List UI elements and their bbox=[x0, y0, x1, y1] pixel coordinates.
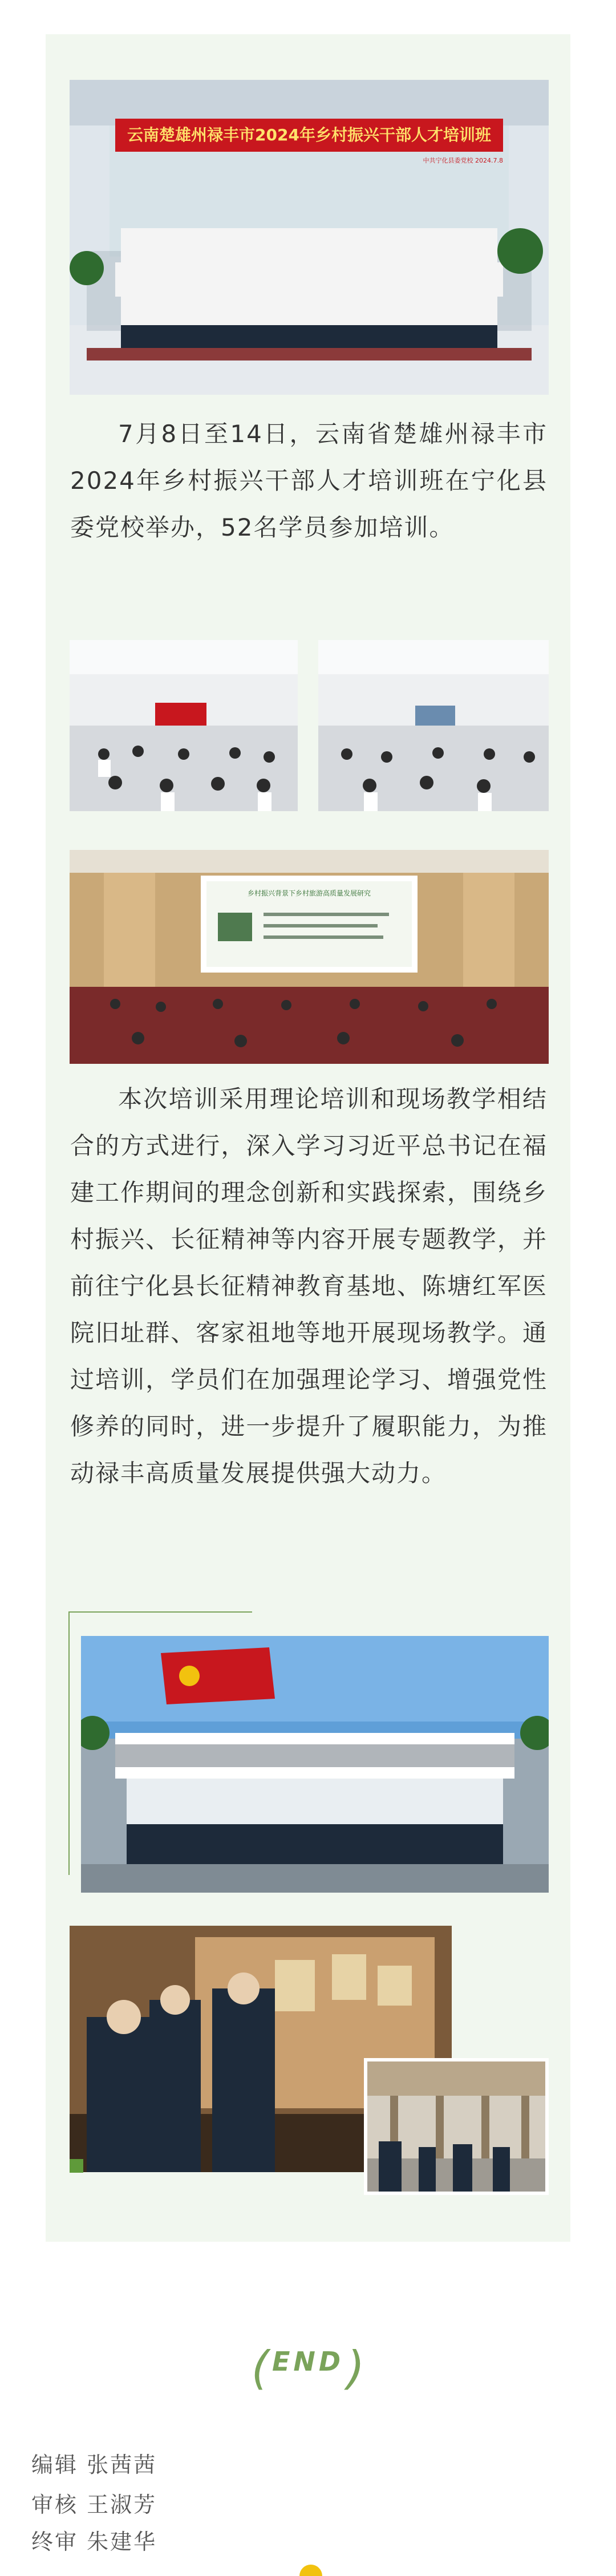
lecture-hall-photo bbox=[70, 850, 549, 1064]
credit-role: 审核 bbox=[31, 2492, 79, 2517]
credit-editor bbox=[31, 2447, 157, 2478]
classroom-photo-left bbox=[70, 640, 298, 811]
classroom-photo-right bbox=[318, 640, 549, 811]
banner-subtitle: 中共宁化县委党校 2024.7.8 bbox=[423, 157, 503, 164]
outdoor-visit-photo bbox=[364, 2058, 549, 2195]
bottom-decoration bbox=[299, 2565, 322, 2576]
outdoor-group-photo bbox=[81, 1636, 549, 1893]
credit-name: 朱建华 bbox=[87, 2529, 157, 2554]
credit-role: 终审 bbox=[31, 2529, 79, 2554]
credit-name: 张茜茜 bbox=[87, 2452, 157, 2477]
end-label: END bbox=[271, 2346, 345, 2377]
credit-name: 王淑芳 bbox=[87, 2492, 157, 2517]
credit-reviewer bbox=[31, 2487, 157, 2518]
green-square-accent bbox=[70, 2159, 83, 2173]
left-paren-decoration: ( bbox=[251, 2342, 269, 2395]
credit-role: 编辑 bbox=[31, 2452, 79, 2477]
credit-final-reviewer bbox=[31, 2524, 157, 2555]
lecture-hall-illustration bbox=[70, 850, 549, 1064]
classroom-right-illustration bbox=[318, 640, 549, 811]
right-paren-decoration: ) bbox=[347, 2342, 365, 2395]
group-photo-illustration bbox=[70, 80, 549, 395]
paragraph-intro: 7月8日至14日，云南省楚雄州禄丰市2024年乡村振兴干部人才培训班在宁化县委党校举办，52名学员参加培训。 bbox=[70, 420, 548, 541]
slide-title: 乡村振兴背景下乡村旅游高质量发展研究 bbox=[247, 889, 371, 897]
outdoor-visit-illustration bbox=[367, 2061, 545, 2192]
article-card bbox=[46, 34, 570, 2242]
group-photo-classroom bbox=[70, 80, 549, 395]
outdoor-group-illustration bbox=[81, 1636, 549, 1893]
banner-title: 云南楚雄州禄丰市2024年乡村振兴干部人才培训班 bbox=[127, 125, 491, 144]
paragraph-body: 本次培训采用理论培训和现场教学相结合的方式进行，深入学习习近平总书记在福建工作期间的理念创新和实践探索，围绕乡村振兴、长征精神等内容开展专题教学，并前往宁化县长征精神教育基地、陈塘红军医院旧址群、客家祖地等地开展现场教学。通过培训，学员们在加强理论学习、增强党性修养的同时，进一步提升了履职能力，为推动禄丰高质量发展提供强大动力。 bbox=[70, 1085, 548, 1487]
classroom-left-illustration bbox=[70, 640, 298, 811]
end-mark bbox=[0, 2327, 616, 2396]
